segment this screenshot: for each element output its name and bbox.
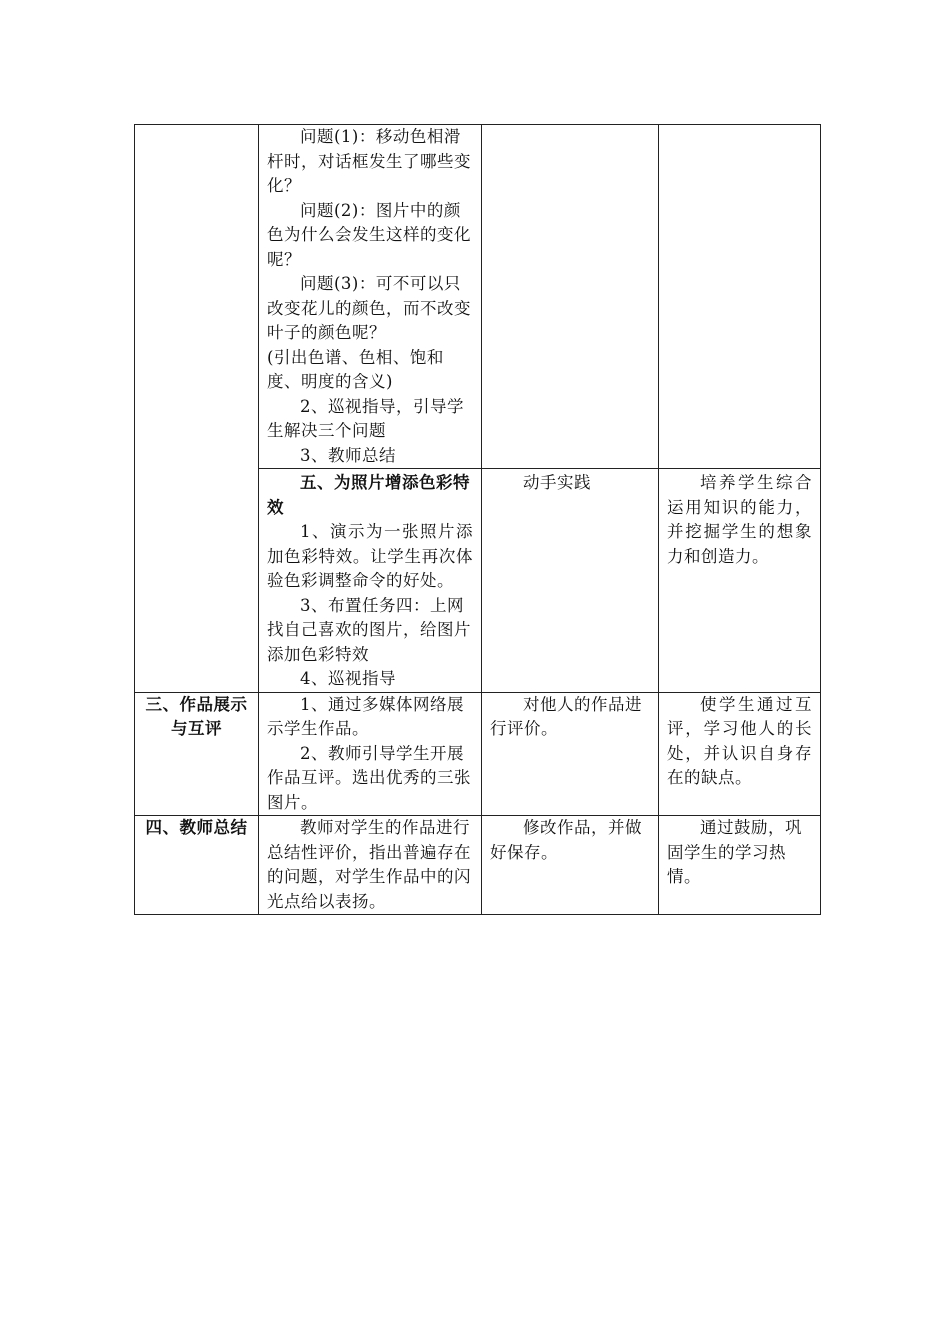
section-heading: 五、为照片增添色彩特效 [267, 473, 470, 517]
content-paragraph: 问题(1)：移动色相滑杆时，对话框发生了哪些变化？ [267, 127, 471, 195]
content-paragraph: 4、巡视指导 [300, 669, 396, 688]
student-activity-cell [482, 469, 659, 693]
design-intent-cell [659, 125, 821, 469]
student-activity-text: 修改作品，并做好保存。 [490, 818, 642, 862]
stage-cell [135, 816, 259, 915]
content-paragraph: 1、通过多媒体网络展示学生作品。 [267, 694, 464, 738]
content-paragraph: 2、教师引导学生开展作品互评。选出优秀的三张图片。 [267, 743, 471, 812]
design-intent-text: 培养学生综合运用知识的能力，并挖掘学生的想象力和创造力。 [667, 473, 812, 566]
student-activity-text: 动手实践 [523, 473, 591, 492]
table-row [135, 125, 821, 469]
design-intent-cell [659, 692, 821, 816]
content-cell [259, 469, 482, 693]
design-intent-text: 使学生通过互评，学习他人的长处，并认识自身存在的缺点。 [667, 694, 812, 787]
design-intent-text: 通过鼓励，巩固学生的学习热情。 [667, 818, 802, 886]
content-cell [259, 125, 482, 469]
content-paragraph: 1、演示为一张照片添加色彩特效。让学生再次体验色彩调整命令的好处。 [267, 522, 473, 590]
content-cell [259, 816, 482, 915]
stage-cell [135, 692, 259, 816]
stage-cell [135, 125, 259, 693]
content-paragraph: (引出色谱、色相、饱和度、明度的含义) [267, 347, 444, 391]
content-paragraph: 教师对学生的作品进行总结性评价，指出普遍存在的问题，对学生作品中的闪光点给以表扬。 [267, 818, 471, 911]
content-paragraph: 2、巡视指导，引导学生解决三个问题 [267, 396, 464, 440]
student-activity-cell [482, 125, 659, 469]
content-cell [259, 692, 482, 816]
content-paragraph: 问题(3)：可不可以只改变花儿的颜色，而不改变叶子的颜色呢？ [267, 274, 471, 342]
stage-label: 四、教师总结 [145, 818, 248, 837]
lesson-plan-table [134, 124, 821, 915]
content-paragraph: 3、布置任务四：上网找自己喜欢的图片，给图片添加色彩特效 [267, 595, 471, 664]
content-paragraph: 3、教师总结 [300, 445, 396, 465]
content-paragraph: 问题(2)：图片中的颜色为什么会发生这样的变化呢？ [267, 200, 471, 269]
design-intent-cell [659, 469, 821, 693]
student-activity-cell [482, 816, 659, 915]
table-row [135, 692, 821, 816]
design-intent-cell [659, 816, 821, 915]
stage-label: 三、作品展示与互评 [145, 694, 248, 738]
table-row [135, 816, 821, 915]
student-activity-text: 对他人的作品进行评价。 [490, 694, 642, 738]
student-activity-cell [482, 692, 659, 816]
